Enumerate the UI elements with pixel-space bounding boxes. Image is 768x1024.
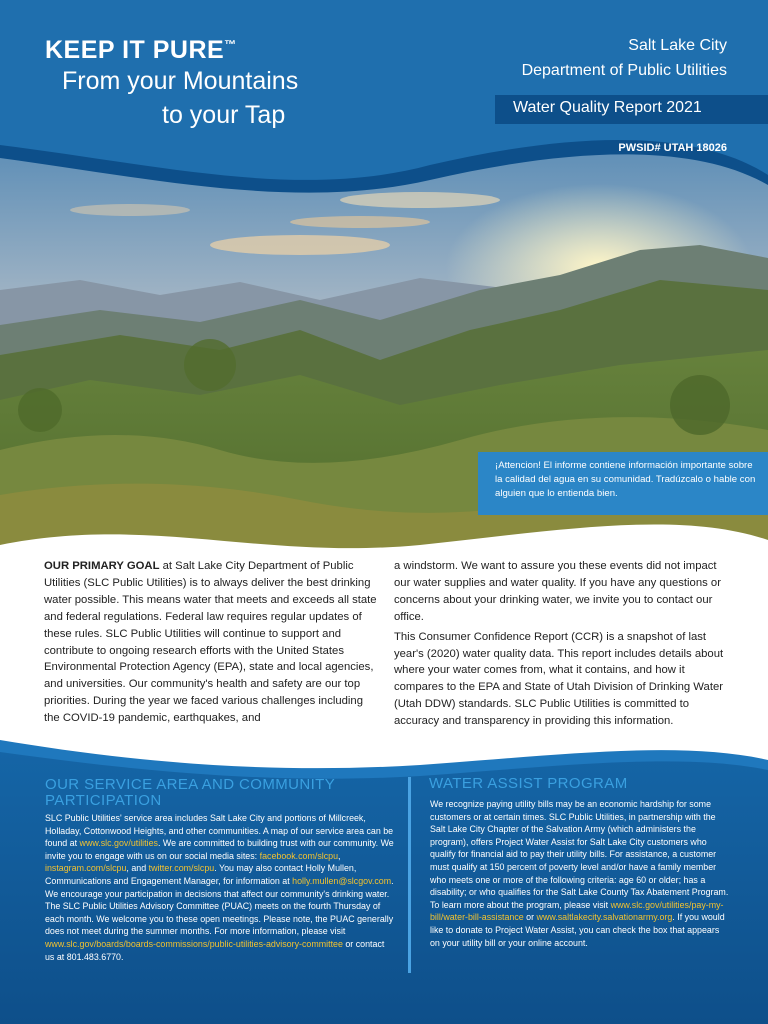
instagram-link[interactable]: instagram.com/slcpu: [45, 863, 127, 874]
water-assist-body: We recognize paying utility bills may be an economic hardship for some customers or at certain times. SLC Public Utilities, in partnership with the Salt Lake City Chapter of the Salvation Army (which administers the program), offers Project Water Assist for Salt Lake City customers who qualify for financial aid to pay their utility bills. For assistance, a customer must qualify at 150 percent of poverty level and/or have a family member who meets one or more of the following criteria: age 60 or older; has a disability; or who qualifies for the Salt Lake County Tax Abatement Program. To learn more about the program, please visit www.slc.gov/utilities/pay-my-bill/water-bill-assistance or www.saltlakecity.salvationarmy.org. If you would like to donate to Project Water Assist, you can check the box that appears on your utility bill or your online account.: [430, 799, 729, 948]
intro-paragraph-1: at Salt Lake City Department of Public Utilities (SLC Public Utilities) is to always deliver the best drinking water possible. This means water that meets and exceeds all state and federal regulations. Federal law requires regular updates of these rules. SLC Public Utilities will continue to support and contribute to ongoing research efforts with the United States Environmental Protection Agency (EPA), state and local agencies, and universities. Our community's health and safety are our top priorities. During the year we faced various challenges including the COVID-19 pandemic, earthquakes, and: [44, 560, 377, 725]
water-assist-title: WATER ASSIST PROGRAM: [429, 775, 628, 792]
org-name-city: Salt Lake City: [628, 37, 727, 54]
brand-title: KEEP IT PURE™: [45, 36, 237, 64]
pwsid-label: PWSID# UTAH 18026: [618, 142, 727, 154]
twitter-link[interactable]: twitter.com/slcpu: [148, 863, 215, 874]
intro-lead: OUR PRIMARY GOAL: [44, 560, 160, 572]
puac-link[interactable]: www.slc.gov/boards/boards-commissions/public-utilities-advisory-committee: [45, 938, 343, 949]
water-bill-assistance-link[interactable]: www.slc.gov/utilities/pay-my-bill/water-bill-assistance: [430, 899, 724, 923]
org-name-department: Department of Public Utilities: [521, 62, 727, 79]
utilities-link[interactable]: www.slc.gov/utilities: [79, 838, 158, 849]
brand-tagline-line2: to your Tap: [162, 101, 286, 129]
intro-column-left: [44, 558, 378, 730]
spanish-notice: ¡Attencion! El informe contiene información importante sobre la calidad del agua en su comunidad. Tradúzcalo o hable con alguien que lo entienda bien.: [478, 452, 768, 515]
email-link[interactable]: holly.mullen@slcgov.com: [292, 875, 392, 886]
report-title-badge: Water Quality Report 2021: [495, 95, 768, 124]
intro-paragraph-2: This Consumer Confidence Report (CCR) is a snapshot of last year's (2020) water quality data. This report includes details about where your water comes from, what it contains, and how it compares to the EPA and State of Utah Division of Drinking Water (Utah DDW) standards. SLC Public Utilities is committed to accuracy and transparency in providing this information.: [394, 630, 724, 728]
service-area-title: OUR SERVICE AREA AND COMMUNITY PARTICIPATION: [45, 776, 335, 809]
salvation-army-link[interactable]: www.saltlakecity.salvationarmy.org: [536, 912, 673, 923]
service-area-body: SLC Public Utilities' service area includes Salt Lake City and portions of Millcreek, Holladay, Cottonwood Heights, and other communities. A map of our service area can be found at www.slc.gov/utilities. We are committed to building trust with our community. We invite you to engage with us on our social media sites: facebook.com/slcpu, instagram.com/slcpu, and twitter.com/slcpu. You may also contact Holly Mullen, Communications and Engagement Manager, for information at holly.mullen@slcgov.com. We encourage your participation in decisions that affect our community's drinking water. The SLC Public Utilities Advisory Committee (PUAC) meets on the fourth Thursday of each month. We welcome you to these open meetings. Please note, the PUAC generally does not meet during the summer months. For more information, please visit www.slc.gov/boards/boards-commissions/public-utilities-advisory-committee or contact us at 801.483.6770.: [45, 813, 394, 962]
intro-column-right: [394, 558, 734, 733]
intro-paragraph-1-continued: a windstorm. We want to assure you these events did not impact our water supplies and water quality. If you have any questions or concerns about your drinking water, we invite you to contact our office.: [394, 560, 721, 623]
header-wave: [0, 110, 768, 220]
facebook-link[interactable]: facebook.com/slcpu: [259, 850, 339, 861]
brand-tagline-line1: From your Mountains: [62, 67, 299, 95]
column-divider: [408, 777, 411, 973]
